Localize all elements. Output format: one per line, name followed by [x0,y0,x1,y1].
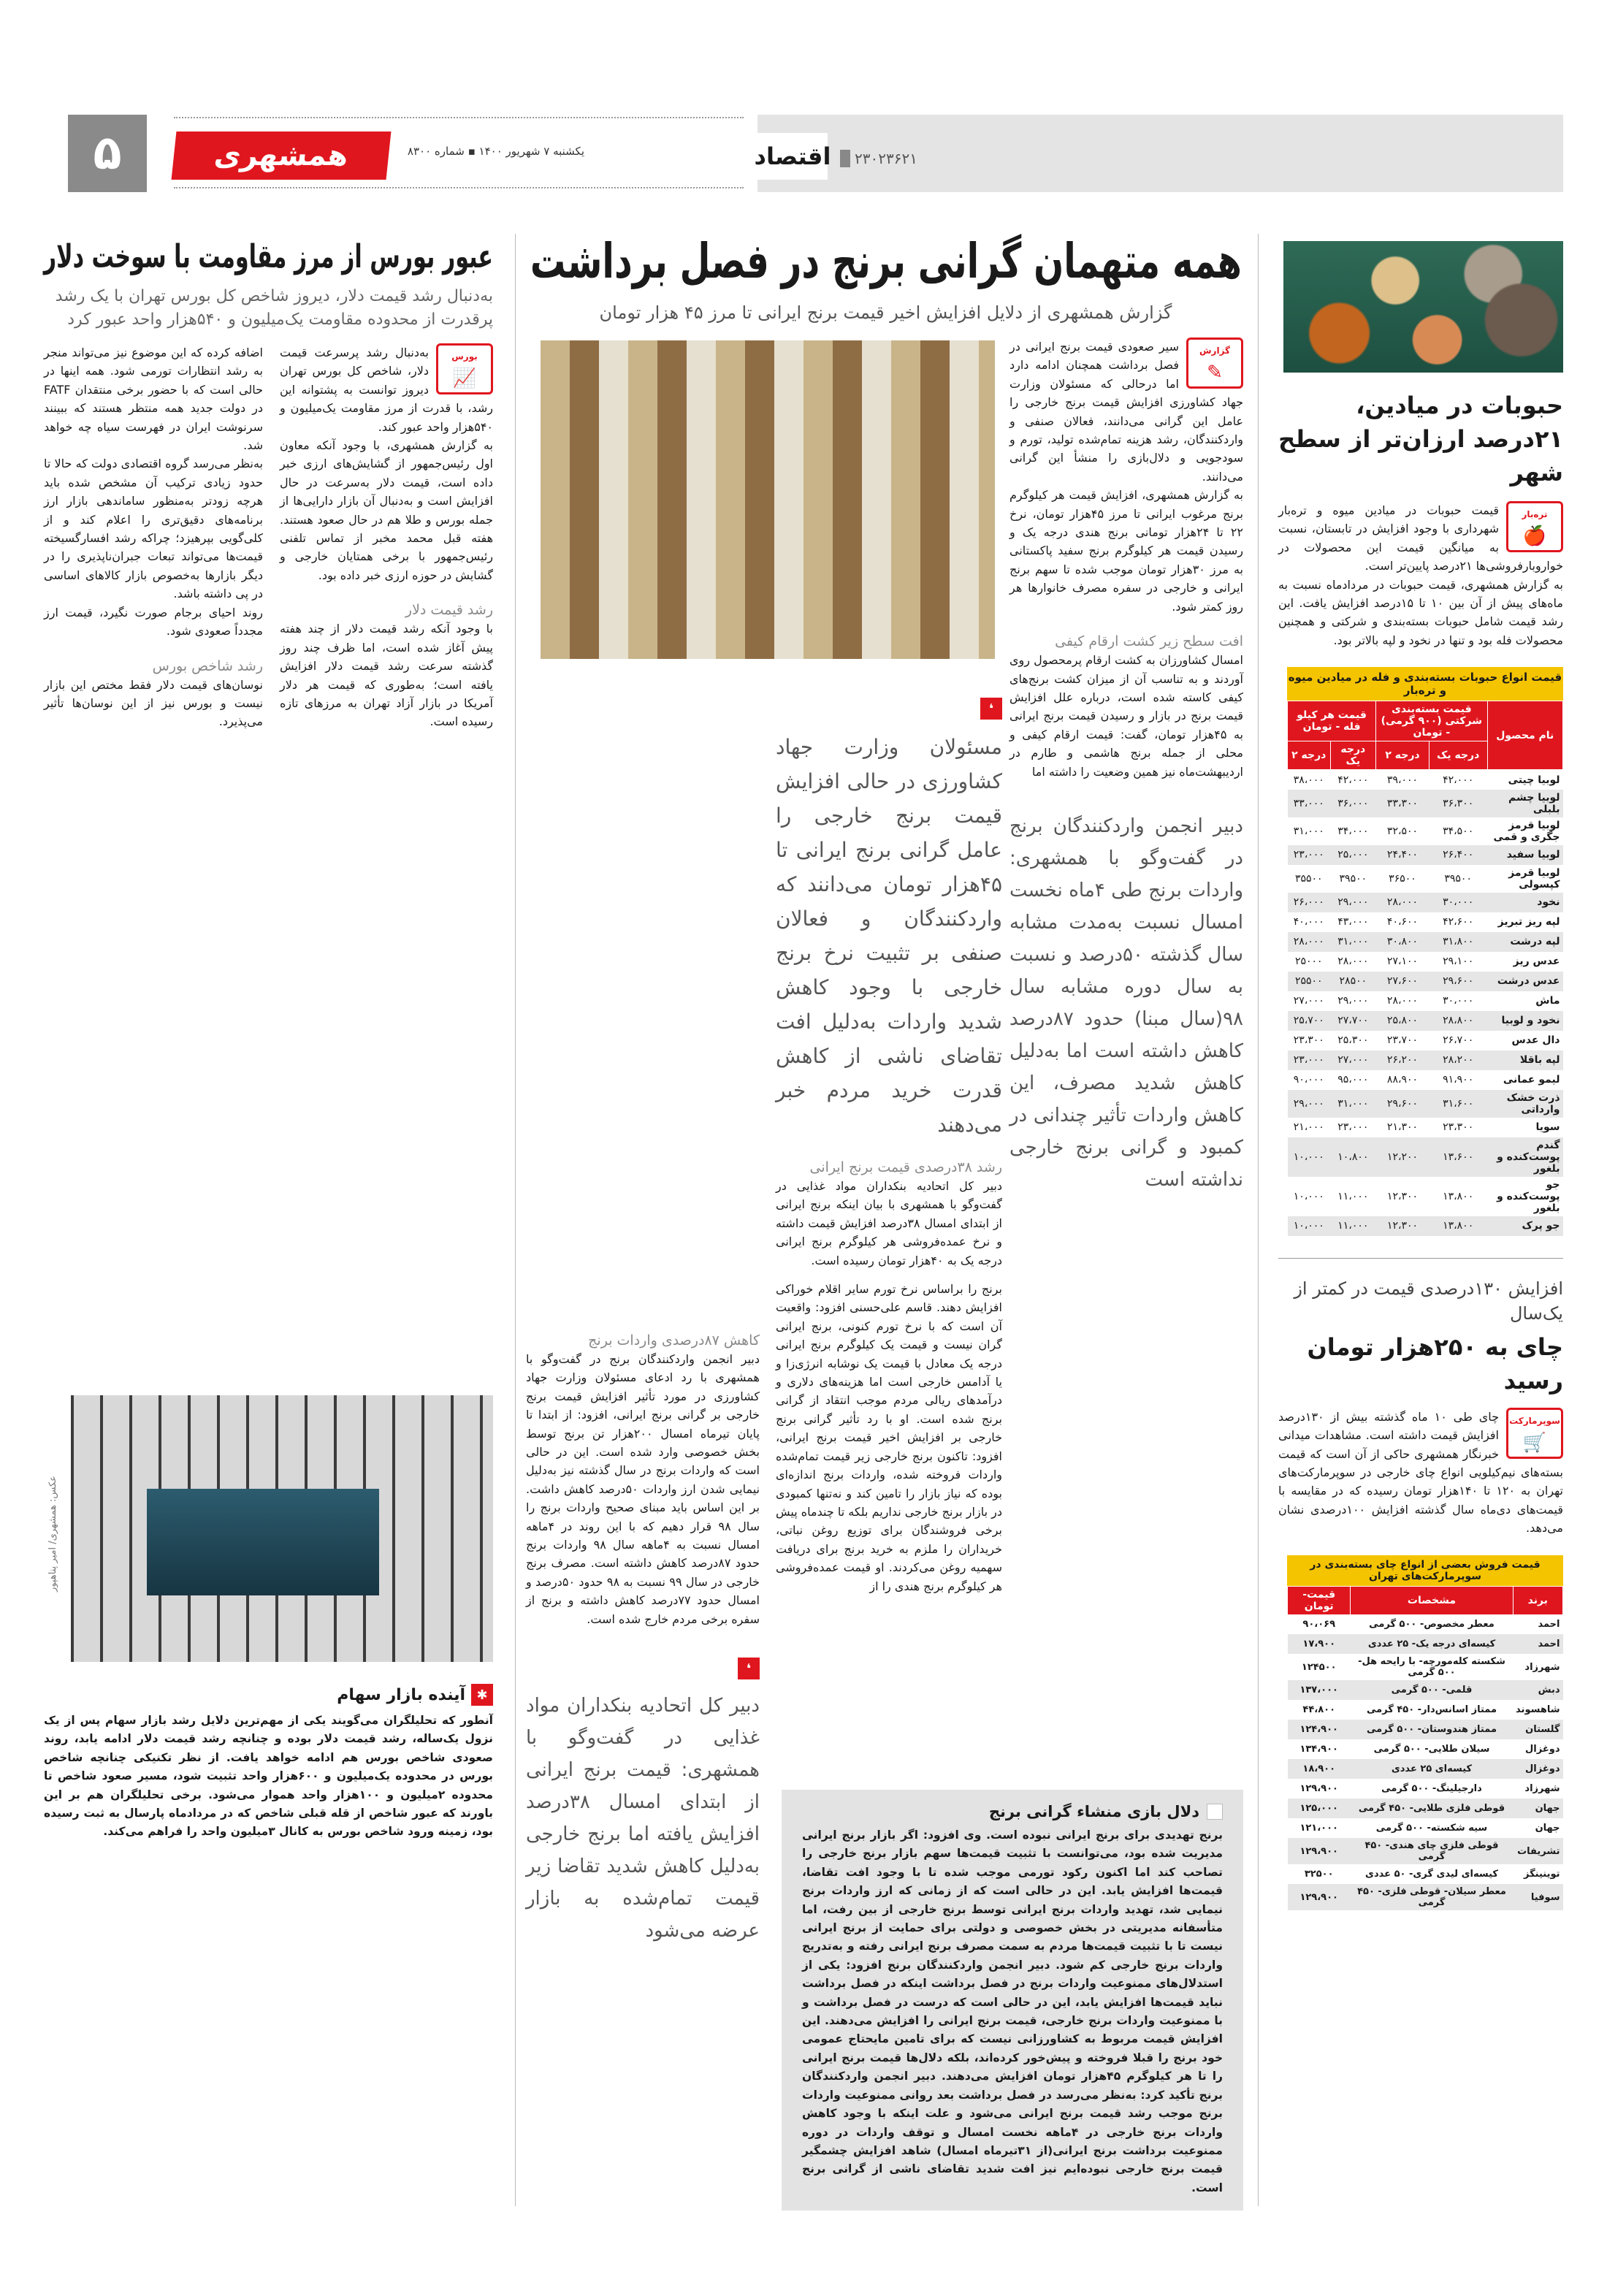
value-cell: ۳۲،۵۰۰ [1386,825,1419,837]
value-cell: ۱۰،۰۰۰ [1293,1190,1324,1202]
value-cell: ۱۳،۸۰۰ [1429,1216,1487,1236]
value-cell: ۲۷،۰۰۰ [1293,995,1324,1007]
value-cell: ۳۴،۰۰۰ [1337,825,1369,837]
product-name-cell: لیمو عمانی [1503,1074,1560,1086]
column-rule [515,234,516,2206]
value-cell: ۹۱،۹۰۰ [1443,1074,1474,1086]
subheading: افت سطح زیر کشت ارقام کیفی [1055,633,1243,650]
product-name-cell: لوبیا چیتی [1508,774,1560,786]
value-cell: دارجیلینگ- ۵۰۰ گرمی [1381,1783,1482,1795]
table-row [1288,1177,1563,1216]
table-row [1288,790,1563,817]
divider [174,187,744,191]
value-cell: ۱۰،۸۰۰ [1330,1137,1376,1177]
paragraph: به گزارش همشهری، افزایش قیمت هر کیلوگرم برنج مرغوب ایرانی تا مرز ۴۵هزار تومان، نرخ ۲۲ تا ۲۴هزار تومانی برنج هندی درجه یک و رسیدن قیمت هر کیلوگرم برنج سفید پاکستانی به مرز ۳۰هزار تومان موجب شده تا سهم برنج ایرانی و خارجی در سفره مصرف خانوارها هر روز کمتر شود. [1009,488,1244,614]
value-cell: ۲۳،۷۰۰ [1386,1034,1419,1047]
value-cell: ۲۳،۳۰۰ [1293,1034,1324,1047]
paragraph: با وجود آنکه رشد قیمت دلار از چند هفته پیش آغاز شده است، اما ظرف چند روز گذشته سرعت رشد قیمت دلار افزایش یافته است؛ به‌طوری که قیمت هر دلار آمریکا در بازار آزاد تهران به مرزهای تازه رسیده است. [280,622,493,729]
table-row [1288,845,1563,865]
value-cell: ۲۶،۲۰۰ [1376,1050,1429,1070]
box-icon [1207,1804,1223,1820]
divider [1278,1258,1563,1259]
product-name-cell: لپه ریز تبریز [1497,916,1560,928]
value-cell: ۲۷،۷۰۰ [1330,1011,1376,1031]
value-cell: ممتاز هندوستان- ۵۰۰ گرمی [1351,1720,1513,1739]
subheading: آینده بازار سهام [337,1685,465,1704]
value-cell: ۳۳،۰۰۰ [1288,790,1331,817]
table-row [1288,932,1563,952]
pulses-price-table [1287,667,1563,1236]
tea-price-table [1287,1555,1563,1911]
paragraph: دبیر انجمن واردکنندگان برنج در گفت‌وگو با همشهری با رد ادعای مسئولان وزارت جهاد کشاورزی در مورد تأثیر افزایش قیمت برنج خارجی بر گرانی برنج ایرانی، افزود: از ابتدا تا پایان تیرماه امسال ۲۰۰هزار تن برنج توسط بخش خصوصی وارد شده است. این در حالی است که واردات برنج در سال گذشته نیز به‌دلیل نیمایی شدن ارز واردات ۵۰درصد کاهش داشت. بر این اساس باید مبنای صحیح واردات برنج را سال ۹۸ قرار دهیم که با این روند در ۴ماهه امسال نسبت به ۴ماهه سال ۹۸ واردات برنج حدود ۸۷درصد کاهش داشته است. مصرف برنج خارجی در سال ۹۹ نسبت به ۹۸ حدود ۵۰درصد و امسال حدود ۷۷درصد کاهش داشته و برنج از سفره برخی مردم خارج شده است. [526,1352,760,1626]
right-column [1278,241,1563,1910]
value-cell: ۲۴،۴۰۰ [1376,845,1429,865]
quote-icon-row [776,698,1002,720]
bourse-badge [436,343,493,394]
product-name-cell: عدس ریز [1513,956,1560,968]
main-subtitle: گزارش همشهری از دلایل افزایش اخیر قیمت برنج ایرانی تا مرز ۴۵ هزار تومان [599,302,1172,323]
value-cell: قوطی فلزی طلایی- ۴۵۰ گرمی [1351,1799,1513,1818]
value-cell: ۹۰،۰۰۰ [1293,1074,1324,1086]
spices-photo [1283,241,1563,373]
value-cell: ۱۸،۹۰۰ [1288,1759,1351,1779]
subheading: رشد قیمت دلار [405,602,493,619]
supermarket-badge [1506,1408,1563,1459]
value-cell: ۲۹،۰۰۰ [1288,1090,1331,1118]
rice-middle-flow [776,698,1002,1595]
value-cell: ۳۱،۰۰۰ [1330,932,1376,952]
value-cell: ۱۲،۲۰۰ [1376,1137,1429,1177]
value-cell: کیسه‌ای ۲۵ عددی [1351,1759,1513,1779]
phone-text: ۲۳۰۲۳۶۲۱ [855,150,917,167]
table-row [1288,972,1563,991]
value-cell: ۱۲،۳۰۰ [1386,1190,1419,1202]
value-cell: ۳۶،۰۰۰ [1330,790,1376,817]
quote-icon: ❛ [738,1658,760,1679]
value-cell: ۴۲،۰۰۰ [1337,774,1369,786]
product-name-cell: لوبیا چشم بلبلی [1487,790,1562,817]
product-name-cell: ذرت خشک وارداتی [1487,1090,1562,1118]
box-text: برنج تهدیدی برای برنج ایرانی نبوده است. وی افزود: اگر بازار برنج ایرانی مدیریت شده بود، می‌توانست با تثبیت قیمت‌ها سهم بازار برنج خارجی را تصاحب کند اما اکنون رکود تورمی موجب شده تا با وجود افت تقاضا، قیمت‌ها افزایش یابد. این در حالی است که از زمانی که ارز واردات برنج نیمایی شد، تهدید واردات برنج ایرانی توسط برنج خارجی از بین رفت، اما متأسفانه مدیریتی در بخش خصوصی و دولتی برای حمایت از برنج ایرانی نیست تا با تثبیت قیمت‌ها مردم به سمت مصرف برنج ایرانی رفته و به‌تدریج واردات برنج خارجی کم شود. دبیر انجمن واردکنندگان برنج افزود: یکی از استدلال‌های ممنوعیت واردات برنج در فصل برداشت اینکه در فصل برداشت نباید قیمت‌ها افزایش یابد، این در حالی است که درست در فصل برداشت و با ممنوعیت واردات برنج خارجی، قیمت برنج ایرانی را افزایش می‌دهند. این افزایش قیمت مربوط به کشاورزانی نیست که برای تامین مایحتاج عمومی خود برنج را قبلا فروخته و پیش‌خور کرده‌اند، بلکه دلال‌ها قیمت برنج ایرانی را تا هر کیلوگرم ۴۵هزار تومان افزایش می‌دهند. دبیر انجمن واردکنندگان برنج تأکید کرد: به‌نظر می‌رسد در فصل برداشت بعد روانی ممنوعیت واردات برنج موجب رشد قیمت برنج ایرانی می‌شود و علت اینکه با وجود کاهش واردات برنج خارجی در ۴ماهه نخست امسال و توقف واردات در دوره ممنوعیت برداشت برنج ایرانی(از ۳۱تیرماه امسال) شاهد افزایش چشمگیر قیمت برنج خارجی نبوده‌ایم نیز افت شدید تقاضای ناشی از گرانی برنج است. [802,1828,1223,2194]
value-cell: معطر سیلان- قوطی فلزی- ۴۵۰ گرمی [1351,1884,1513,1910]
bourse-subtitle: به‌دنبال رشد قیمت دلار، دیروز شاخص کل بورس تهران با یک رشد پرقدرت از محدوده مقاومت یک‌میلیون و ۵۴۰هزار واحد عبور کرد [55,287,493,329]
value-cell: ۲۷،۱۰۰ [1386,956,1419,968]
product-name-cell: لوبیا قرمز جگری و قمی [1493,819,1560,843]
product-name-cell: احمد [1538,1619,1560,1631]
rice-shop-photo [541,340,995,659]
table-title: قیمت انواع حبوبات بسته‌بندی و فله در میادین میوه و تره‌بار [1287,667,1563,701]
product-name-cell: شهرزاد [1524,1661,1560,1673]
chart-icon: 📈 [452,367,477,390]
tea-body [1278,1408,1563,1538]
table-row [1288,1011,1563,1031]
product-name-cell: دبش [1513,1680,1562,1700]
table-row [1288,817,1563,845]
value-cell: ۲۵،۰۰۰ [1330,845,1376,865]
product-name-cell: جو پوست‌کنده و بلغور [1497,1178,1560,1214]
table-row [1288,1031,1563,1050]
paragraph: دبیر کل اتحادیه بنکداران مواد غذایی در گفت‌وگو با همشهری با بیان اینکه برنج ایرانی از ابتدای امسال ۳۸درصد افزایش قیمت داشته و نرخ عمده‌فروشی هر کیلوگرم برنج ایرانی درجه یک به ۴۰هزار تومان رسیده است. [776,1179,1002,1267]
value-cell: ۳۶،۳۰۰ [1429,790,1487,817]
value-cell: ۲۵،۷۰۰ [1288,1011,1331,1031]
value-cell: ۲۸،۲۰۰ [1429,1050,1487,1070]
value-cell: ۱۲۴،۹۰۰ [1288,1720,1351,1739]
value-cell: شکسته کله‌مورچه- با رایحه هل- ۵۰۰ گرمی [1358,1656,1505,1679]
table-row [1288,1779,1563,1799]
value-cell: ۲۸،۰۰۰ [1337,956,1369,968]
product-name-cell: عدس درشت [1487,972,1562,991]
value-cell: ۱۲،۳۰۰ [1376,1216,1429,1236]
product-name-cell: نخود [1487,893,1562,912]
product-name-cell: توینینگز [1524,1869,1560,1880]
table-row [1288,1884,1563,1910]
pull-quote-3: دبیر کل اتحادیه بنکداران مواد غذایی در گفت‌وگو با همشهری: قیمت برنج ایرانی از ابتدای امسال ۳۸درصد افزایش یافته اما برنج خارجی به‌دلیل کاهش شدید تقاضا زیر قیمت تمام‌شده به بازار عرضه می‌شود [526,1695,760,1942]
table-row [1288,1700,1563,1720]
quote-icon-row [526,1658,760,1679]
product-name-cell: ماش [1535,995,1560,1007]
value-cell: ۱۲۹،۹۰۰ [1288,1838,1351,1864]
product-name-cell: دوغزال [1513,1759,1562,1779]
product-name-cell: جو پرک [1487,1216,1562,1236]
box-heading [802,1803,1223,1820]
table-row [1288,1864,1563,1884]
value-cell: ۳۰،۰۰۰ [1429,893,1487,912]
value-cell: ۲۶،۷۰۰ [1443,1034,1474,1047]
value-cell: سیه شکسته- ۵۰۰ گرمی [1375,1823,1488,1834]
bourse-column-1 [280,343,493,1381]
value-cell: ۱۱،۰۰۰ [1330,1216,1376,1236]
product-name-cell: لپه باقلا [1487,1050,1562,1070]
product-name-cell: دال عدس [1511,1034,1560,1047]
value-cell: ممتاز اسانس‌دار- ۴۵۰ گرمی [1366,1704,1497,1716]
product-name-cell: نخود و لوبیا [1487,1011,1562,1031]
value-cell: ۳۶۵۰۰ [1389,872,1416,885]
value-cell: ۱۳۷،۰۰۰ [1288,1680,1351,1700]
value-cell: ۲۳،۰۰۰ [1288,845,1331,865]
value-cell: ۲۶،۰۰۰ [1288,893,1331,912]
paragraph: به‌نظر می‌رسد گروه اقتصادی دولت که حالا تا حدود زیادی ترکیب آن مشخص شده باید هرچه زودتر به‌منظور ساماندهی بازار ارز برنامه‌های دقیق‌تری را اعلام کند و از کلی‌گویی بپرهیزد؛ چراکه رشد افسارگسیخته قیمت‌ها می‌تواند تبعات جبران‌ناپذیری را در دیگر بازارها به‌خصوص بازار کالاهای اساسی در پی داشته باشد. [44,457,263,601]
paragraph: اضافه کرده که این موضوع نیز می‌تواند منجر به رشد انتظارات تورمی شود. همه اینها در حالی است که با حضور برخی منتقدان FATF در دولت جدید همه منتظر هستند که ببینند سرنوشت ایران در فهرست سیاه چه خواهد شد. [44,346,263,453]
table-row [1288,1614,1563,1634]
table-row [1288,1050,1563,1070]
table-row [1288,1838,1563,1864]
product-name-cell: جهان [1513,1799,1562,1818]
badge-label: گزارش [1199,346,1231,356]
value-cell: ۳۹۵۰۰ [1444,872,1472,885]
product-name-cell: جهان [1535,1823,1560,1834]
table-row [1288,1818,1563,1838]
paragraph: چای طی ۱۰ ماه گذشته بیش از ۱۳۰درصد افزایش قیمت داشته است. مشاهدات میدانی خبرنگار همشهری حاکی از آن است که قیمت بسته‌های نیم‌کیلویی انواع چای خارجی در سوپرمارکت‌های تهران به ۱۲۰ تا ۱۴۰هزار تومان رسیده که در مقایسه با قیمت‌های دی‌ماه سال گذشته افزایش ۱۰۰درصدی نشان می‌دهد. [1278,1409,1564,1536]
value-cell: ۹۵،۰۰۰ [1337,1074,1369,1086]
pull-quote-2: دبیر انجمن واردکنندگان برنج در گفت‌وگو با همشهری: واردات برنج طی ۴ماه نخست امسال نسبت به‌مدت مشابه سال گذشته ۵۰درصد و نسبت به سال دوره مشابه سال ۹۸(سال مبنا) حدود ۸۷درصد کاهش داشته است اما به‌دلیل کاهش شدید مصرف، این کاهش واردات تأثیر چندانی در کمبود و گرانی برنج خارجی نداشته است [1009,815,1244,1191]
value-cell: ۲۹،۰۰۰ [1337,995,1369,1007]
value-cell: ۴۰،۰۰۰ [1293,916,1324,928]
produce-badge [1506,501,1563,552]
cart-icon: 🛒 [1522,1432,1547,1454]
paragraph: به گزارش همشهری، قیمت حبوبات در مردادماه نسبت به ماه‌های پیش از آن بین ۱۰ تا ۱۵درصد افزایش یافت. این رشد قیمت شامل حبوبات بسته‌بندی و شرکتی و همچنین محصولات فله بود و تنها در نخود و لپه بالاتر بود. [1278,577,1563,647]
value-cell: ۳۹۵۰۰ [1339,872,1367,885]
pull-quote-1: مسئولان وزارت جهاد کشاورزی در حالی افزایش قیمت برنج خارجی را عامل گرانی برنج ایرانی تا ۴۵هزار تومان می‌دانند که واردکنندگان و فعالان صنفی بر تثبیت نرخ برنج خارجی با وجود کاهش شدید واردات به‌دلیل افت تقاضای ناشی از کاهش قدرت خرید مردم خبر می‌دهند [776,735,1002,1137]
table-row [1288,1759,1563,1779]
col-header: درجه ۲ [1376,741,1429,770]
badge-label: سوپرمارکت [1509,1415,1560,1426]
value-cell: ۲۷،۰۰۰ [1330,1050,1376,1070]
value-cell: ۳۰،۰۰۰ [1443,995,1474,1007]
value-cell: ۲۷،۶۰۰ [1376,972,1429,991]
value-cell: ۱۰،۰۰۰ [1288,1137,1331,1177]
table-row [1288,1070,1563,1090]
value-cell: ۲۸،۰۰۰ [1386,995,1419,1007]
main-headline: همه متهمان گرانی برنج در فصل برداشت [530,233,1242,289]
value-cell: کیسه‌ای درجه یک- ۲۵ عددی [1351,1634,1513,1654]
value-cell: ۳۲۵۰۰ [1304,1869,1334,1880]
page-number: ۵ [68,115,147,192]
product-name-cell: شاهسوند [1516,1704,1560,1716]
table-row [1288,1137,1563,1177]
report-badge [1186,337,1243,389]
product-name-cell: گلستان [1513,1720,1562,1739]
rice-left-flow [526,1315,760,1947]
table-row [1288,1739,1563,1759]
tea-kicker: افزایش ۱۳۰درصدی قیمت در کمتر از یک‌سال [1294,1278,1563,1324]
table-row [1288,865,1563,893]
value-cell: ۱۱،۰۰۰ [1337,1190,1369,1202]
divider [174,117,744,121]
badge-label: تره‌بار [1522,509,1548,519]
quote-icon: ❛ [980,698,1002,720]
apple-icon: 🍎 [1522,525,1547,548]
value-cell: قوطی فلزی چای هندی- ۴۵۰ گرمی [1351,1838,1513,1864]
value-cell: ۴۲،۰۰۰ [1443,774,1474,786]
phone-icon [840,150,850,167]
badge-label: بورس [451,351,478,362]
value-cell: ۳۵۵۰۰ [1294,872,1323,885]
table-row [1288,952,1563,972]
paragraph: قیمت حبوبات در میادین میوه و تره‌بار شهرداری با وجود افزایش در تابستان، نسبت به میانگین قیمت این محصولات در خواروبارفروشی‌ها ۲۱درصد پایین‌تر است. [1278,503,1563,573]
phone-number [840,150,917,167]
product-name-cell: لوبیا سفید [1487,845,1562,865]
value-cell: ۲۹،۶۰۰ [1429,972,1487,991]
stock-future-heading [44,1684,493,1706]
value-cell: ۴۲،۶۰۰ [1443,916,1474,928]
value-cell: ۲۹،۱۰۰ [1443,956,1474,968]
value-cell: ۱۳۴،۹۰۰ [1299,1744,1338,1755]
bourse-article [44,235,493,1842]
table-title: قیمت فروش بعضی از انواع چای بسته‌بندی در سوپرمارکت‌های تهران [1287,1555,1563,1586]
rice-right-column [1009,337,1243,1196]
col-header: درجه ۲ [1288,741,1331,770]
product-name-cell: لپه درشت [1487,932,1562,952]
table-row [1288,991,1563,1011]
value-cell: ۳۱،۰۰۰ [1330,1090,1376,1118]
value-cell: ۲۹،۰۰۰ [1330,893,1376,912]
table-row [1288,1090,1563,1118]
paragraph: سیر صعودی قیمت برنج ایرانی در فصل برداشت همچنان ادامه دارد اما درحالی که مسئولان وزارت جهاد کشاورزی افزایش قیمت برنج خارجی را عامل این گرانی می‌دانند، فعالان صنفی و واردکنندگان، رشد هزینه تمام‌شده تولید، تورم و سودجویی و دلال‌بازی را منشأ این گرانی می‌دانند. [1009,340,1243,484]
table-row [1288,912,1563,932]
value-cell: ۴۴،۸۰۰ [1302,1704,1336,1716]
value-cell: ۲۹،۶۰۰ [1376,1090,1429,1118]
col-header: مشخصات [1351,1586,1513,1614]
table-row [1288,1216,1563,1236]
subheading: رشد ۳۸درصدی قیمت برنج ایرانی [809,1159,1002,1175]
product-name-cell: تشریفات [1513,1838,1562,1864]
value-cell: ۱۰،۰۰۰ [1288,1216,1331,1236]
pulses-headline: حبوبات در میادین، ۲۱درصد ارزان‌تر از سطح شهر [1278,392,1563,487]
product-name-cell: لوبیا قرمز کپسولی [1508,866,1560,890]
value-cell: ۴۰،۶۰۰ [1386,916,1419,928]
product-name-cell: احمد [1513,1634,1562,1654]
product-name-cell: سوفیا [1513,1884,1562,1910]
value-cell: ۹۰،۰۶۹ [1302,1619,1336,1631]
value-cell: ۸۸،۹۰۰ [1386,1074,1419,1086]
col-header: درجه یک [1330,741,1376,770]
bourse-column-2 [44,343,263,1381]
photo-wrapper [47,1395,493,1662]
value-cell: ۳۰،۸۰۰ [1376,932,1429,952]
section-title: اقتصاد [757,133,828,180]
table-row [1288,1118,1563,1137]
value-cell: ۱۲۹،۹۰۰ [1288,1884,1351,1910]
value-cell: ۱۳،۸۰۰ [1443,1190,1474,1202]
value-cell: ۲۳،۰۰۰ [1337,1121,1369,1134]
value-cell: ۲۸،۰۰۰ [1288,932,1331,952]
value-cell: معطر مخصوص- ۵۰۰ گرمی [1369,1619,1495,1631]
newspaper-logo: همشهری [172,131,392,180]
bourse-headline: عبور بورس از مرز مقاومت با سوخت دلار [43,238,493,275]
table-row [1288,1634,1563,1654]
col-header: درجه یک [1429,741,1487,770]
value-cell: ۳۱،۶۰۰ [1429,1090,1487,1118]
rice-intro-column [1009,337,1243,616]
col-header: قیمت بسته‌بندی شرکتی (۹۰۰ گرمی) - تومان [1376,701,1487,741]
col-header: نام محصول [1487,701,1562,770]
table-row [1288,1654,1563,1680]
col-header: برند [1513,1586,1562,1614]
value-cell: ۱۷،۹۰۰ [1288,1634,1351,1654]
value-cell: ۳۹،۰۰۰ [1386,774,1419,786]
subheading: رشد شاخص بورس [152,657,263,674]
value-cell: ۲۳،۰۰۰ [1288,1050,1331,1070]
rice-38-column [776,1158,1002,1270]
paragraph: امسال کشاورزان به کشت ارقام پرمحصول روی آوردند و به تناسب آن از میزان کشت برنج‌های کیفی کاسته شده است، درباره علل افزایش قیمت برنج در بازار و رسیدن قیمت برنج ایرانی به ۴۵هزار تومان، گفت: قیمت ارقام کیفی و محلی از جمله برنج هاشمی و طارم در اردیبهشت‌ماه نیز همین وضعیت را داشته اما [1009,653,1243,779]
dealers-box [782,1790,1243,2211]
value-cell: ۳۸،۰۰۰ [1293,774,1324,786]
paragraph: روند احیای برجام صورت نگیرد، قیمت ارز مجدداً صعودی شود. [44,605,263,638]
table-row [1288,770,1563,790]
value-cell: ۲۵،۸۰۰ [1376,1011,1429,1031]
stock-exchange-photo [71,1395,493,1662]
value-cell: ۱۲۴۵۰۰ [1301,1661,1337,1673]
col-header: قیمت- تومان [1288,1586,1351,1614]
stock-future-text: آنطور که تحلیلگران می‌گویند یکی از مهم‌ترین دلایل رشد بازار سهام پس از یک نزول یک‌ساله، رشد قیمت دلار بوده و چنانچه رشد قیمت دلار ادامه یابد، روند صعودی شاخص بورس هم ادامه خواهد یافت. از نظر تکنیکی چنانچه شاخص بورس در محدوده یک‌میلیون و ۶۰۰هزار واحد تثبیت شود، مسیر صعود شاخص تا محدوده ۲میلیون و ۱۰۰هزار واحد هموار می‌شود. برخی تحلیلگران هم بر این باورند که عبور شاخص از قله قبلی شاخص که در مردادماه پارسال به ثبت رسیده بود، زمینه ورود شاخص بورس به کانال ۳میلیون واحد را فراهم می‌کند. [44,1714,494,1839]
value-cell: ۲۳،۳۰۰ [1443,1121,1474,1134]
pen-icon: ✎ [1207,362,1223,384]
value-cell: ۱۲۹،۹۰۰ [1299,1783,1338,1795]
value-cell: ۲۸۵۰۰ [1330,972,1376,991]
pulses-body [1278,501,1563,649]
dateline: یکشنبه ۷ شهریور ۱۴۰۰ ▪ شماره ۸۳۰۰ [407,145,584,158]
value-cell: کیسه‌ای لیدی گری- ۵۰ عددی [1365,1869,1498,1880]
value-cell: ۴۳،۰۰۰ [1337,916,1369,928]
product-name-cell: گندم پوست‌کنده و بلغور [1487,1137,1562,1177]
table-row [1288,893,1563,912]
rice-middle-column: برنج را براساس نرخ تورم سایر اقلام خوراکی افزایش دهند. قاسم علی‌حسنی افزود: واقعیت آن است که با نرخ تورم کنونی، برنج ایرانی گران نیست و قیمت یک کیلوگرم برنج ایرانی درجه یک معادل با قیمت یک نوشابه انرژی‌زا و یا آدامس خارجی است اما هزینه‌های دلاری و درآمدهای ریالی مردم موجب انتقاد از گرانی برنج شده است. او با رد تأثیر گرانی برنج خارجی بر افزایش اخیر قیمت برنج ایرانی، افزود: تاکنون برنج خارجی زیر قیمت تمام‌شده واردات فروخته شده، واردات برنج اندازه‌ای بوده که نیاز بازار را تامین کند و نه‌تنها کمبودی در بازار برنج خارجی نداریم بلکه تا چندماه پیش برخی فروشندگان برای توزیع روغن نباتی، خریداران را ملزم به خرید برنج برای دریافت سهمیه روغن می‌کردند. او قیمت عمده‌فروشی هر کیلوگرم برنج هندی را از [776,1282,1002,1593]
value-cell: ۲۶،۴۰۰ [1429,845,1487,865]
photo-credit: عکس: همشهری/ امیر پناهپور [47,1476,58,1592]
subheading: کاهش ۸۷درصدی واردات برنج [588,1332,760,1349]
value-cell: ۱۳،۶۰۰ [1429,1137,1487,1177]
value-cell: ۳۱،۰۰۰ [1293,825,1324,837]
value-cell: ۲۸،۸۰۰ [1429,1011,1487,1031]
bourse-columns [44,343,493,1381]
column-rule [1258,234,1259,2206]
paragraph: به‌دنبال رشد پرسرعت قیمت دلار، شاخص کل بورس تهران دیروز توانست به پشتوانه این رشد، با قدرت از مرز مقاومت یک‌میلیون و ۵۴۰هزار واحد عبور کند. [280,346,493,434]
value-cell: ۳۱،۸۰۰ [1429,932,1487,952]
value-cell: ۱۲۱،۰۰۰ [1299,1823,1338,1834]
star-icon: ✱ [471,1684,493,1706]
tea-headline: چای به ۲۵۰هزار تومان رسید [1307,1332,1563,1395]
paragraph: نوسان‌های قیمت دلار فقط مختص این بازار نیست و بورس نیز از این نوسان‌ها تأثیر می‌پذیرد. [44,677,263,729]
table-row [1288,1680,1563,1700]
table-row [1288,1799,1563,1818]
paragraph: به گزارش همشهری، با وجود آنکه معاون اول رئیس‌جمهور از گشایش‌های ارزی خبر داده است، قیمت دلار به‌سرعت در حال افزایش است و به‌دنبال آن بازار دارایی‌ها از جمله بورس و طلا هم در حال صعود هستند. هفته قبل محمد مخبر از تماس تلفنی رئیس‌جمهور با برخی همتایان خارجی و گشایش در حوزه ارزی خبر داده بود. [280,438,493,582]
value-cell: ۳۳،۳۰۰ [1376,790,1429,817]
value-cell: سیلان طلایی- ۵۰۰ گرمی [1373,1744,1490,1755]
product-name-cell: سویا [1535,1121,1560,1134]
rice-cultivation-column [1009,632,1243,781]
product-name-cell: دوغزال [1525,1744,1560,1755]
col-header: قیمت هر کیلو فله - تومان [1288,701,1376,741]
value-cell: ۲۱،۰۰۰ [1293,1121,1324,1134]
value-cell: ۲۱،۳۰۰ [1386,1121,1419,1134]
box-title: دلال بازی منشاء گرانی برنج [988,1803,1199,1820]
rice-87-column [526,1331,760,1628]
table-row [1288,1720,1563,1739]
value-cell: ۲۵،۳۰۰ [1337,1034,1369,1047]
value-cell: قلمی- ۵۰۰ گرمی [1351,1680,1513,1700]
value-cell: ۱۲۵،۰۰۰ [1288,1799,1351,1818]
value-cell: ۳۴،۵۰۰ [1443,825,1474,837]
value-cell: ۲۵۵۰۰ [1288,972,1331,991]
value-cell: ۲۵۰۰۰ [1294,956,1323,968]
product-name-cell: شهرزاد [1524,1783,1560,1795]
value-cell: ۲۸،۰۰۰ [1376,893,1429,912]
